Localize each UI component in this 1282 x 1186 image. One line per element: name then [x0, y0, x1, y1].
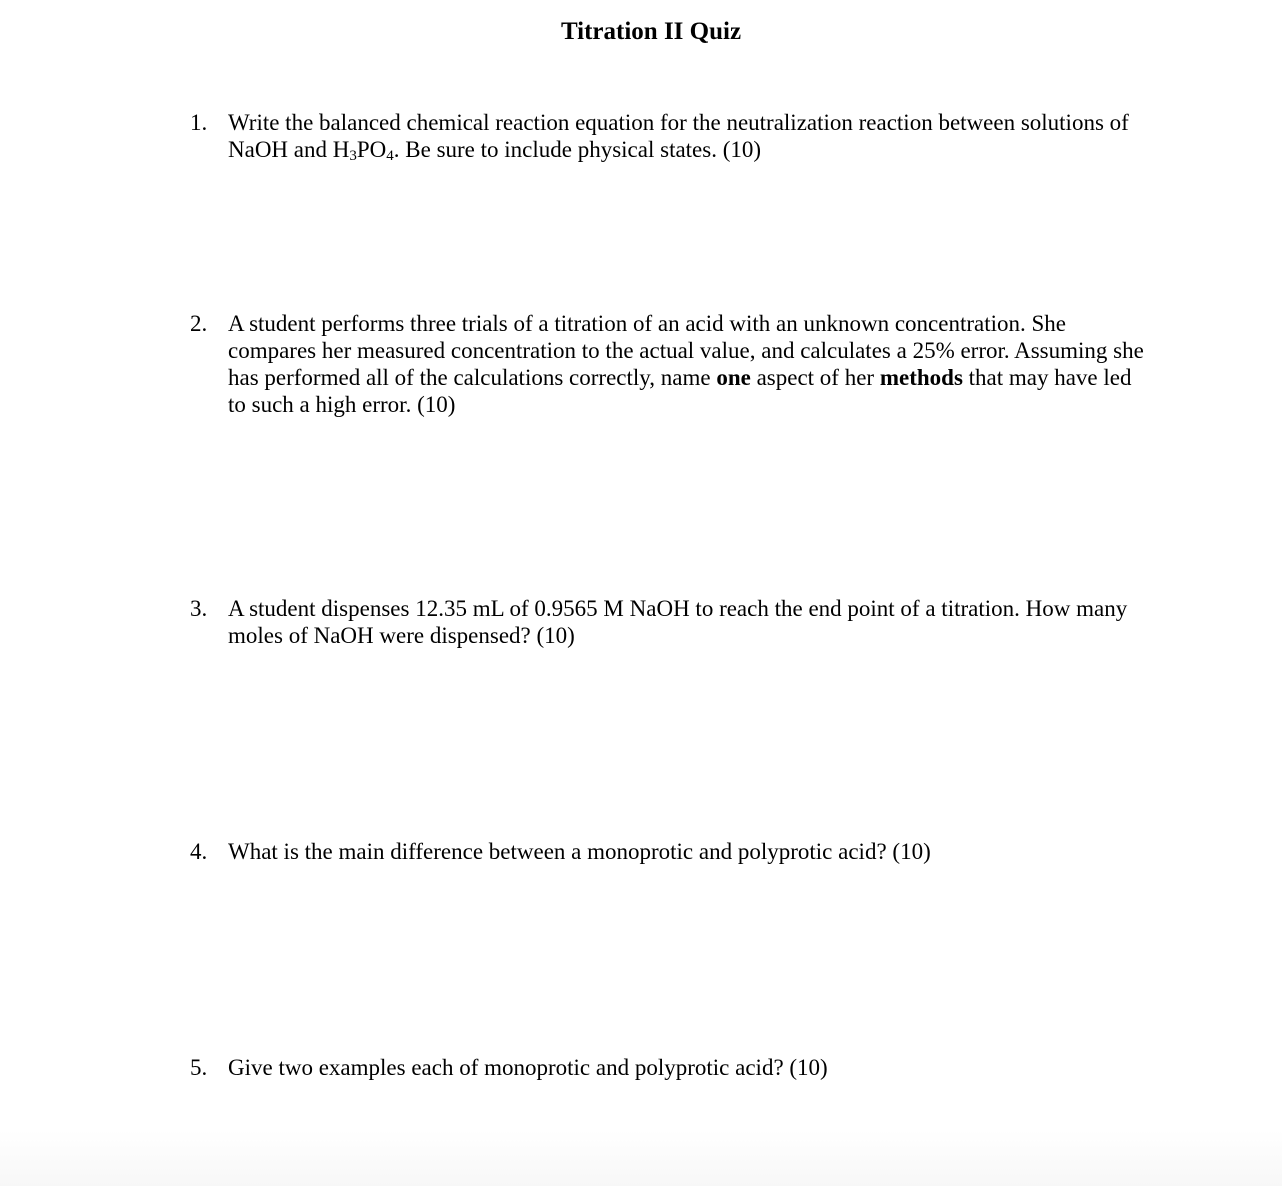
question-3 [190, 595, 1150, 649]
question-5 [190, 1054, 1150, 1081]
page-title: Titration II Quiz [560, 18, 742, 45]
question-text-part: aspect of her [750, 365, 880, 390]
question-text-part: PO [356, 137, 387, 162]
subscript: 4 [386, 148, 394, 164]
question-number: 2. [190, 311, 208, 336]
question-number: 5. [190, 1055, 208, 1080]
question-text: A student dispenses 12.35 mL of 0.9565 M NaOH to reach the end point of a titration. How many moles of NaOH were dispensed? (10) [228, 596, 1128, 648]
question-2 [190, 310, 1150, 418]
question-text-part: . Be sure to include physical states. (10) [393, 137, 762, 162]
question-number: 1. [190, 110, 208, 135]
question-text-part: that may have led to such a high error. (10) [228, 365, 1132, 417]
question-number: 4. [190, 839, 208, 864]
question-4 [190, 838, 1150, 865]
question-1 [190, 109, 1150, 163]
question-text-part: A student performs three trials of a titration of an acid with an unknown concentration. She compares her measured concentration to the actual value, and calculates a 25% error. Assuming she has performed all of the calculations correctly, name [228, 311, 1144, 390]
question-text [228, 109, 1150, 163]
question-number: 3. [190, 596, 208, 621]
subscript: 3 [349, 148, 357, 164]
question-text-part: Write the balanced chemical reaction equation for the neutralization reaction between solutions of NaOH and H [228, 110, 1129, 162]
question-text [228, 310, 1150, 418]
question-text: Give two examples each of monoprotic and polyprotic acid? (10) [228, 1055, 828, 1080]
question-text: What is the main difference between a monoprotic and polyprotic acid? (10) [228, 839, 931, 864]
emphasis-text: one [716, 365, 751, 390]
emphasis-text: methods [879, 365, 963, 390]
